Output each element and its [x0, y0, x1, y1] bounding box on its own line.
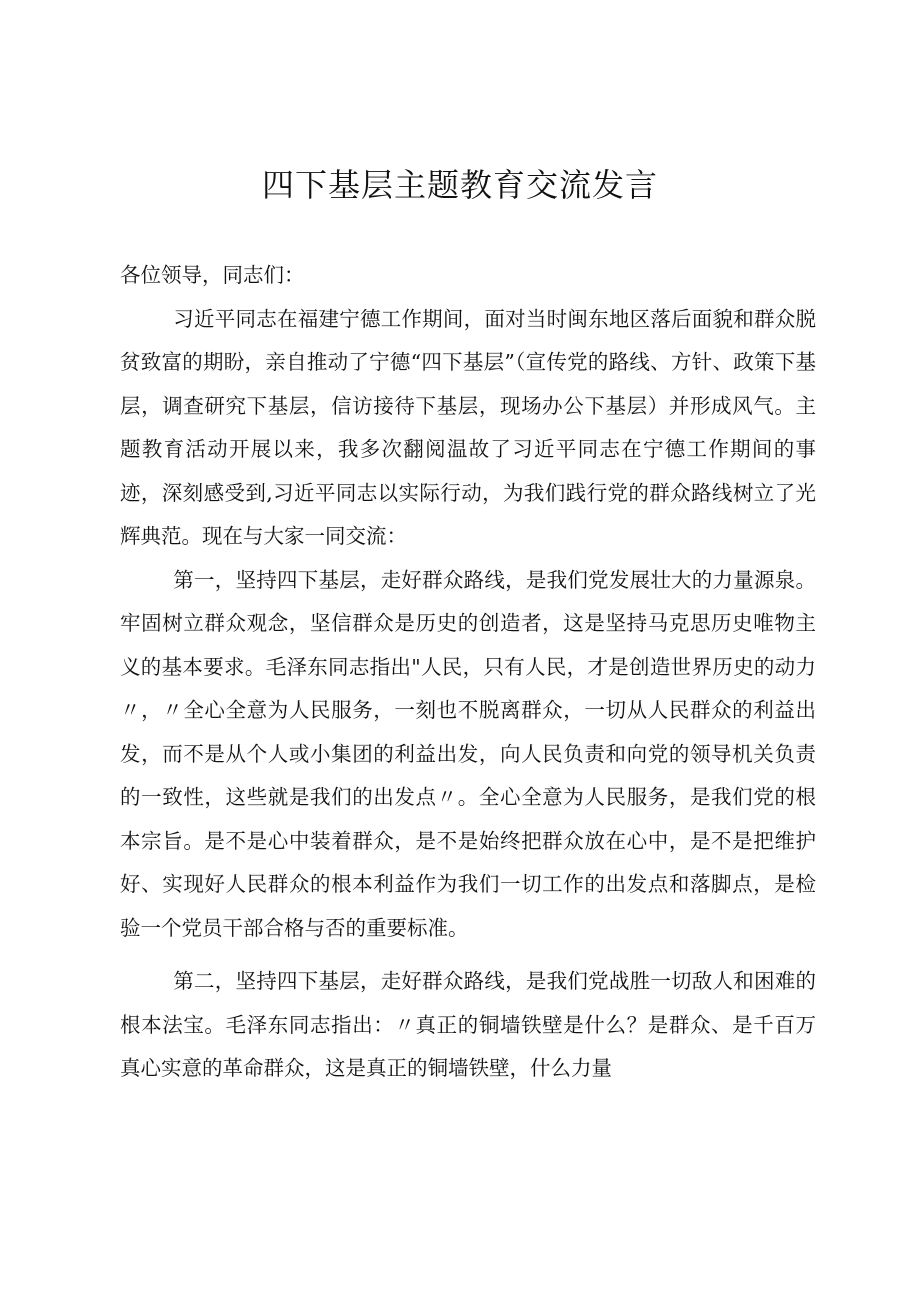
salutation: 各位领导，同志们：: [120, 263, 305, 287]
paragraph-first-point: 第一，坚持四下基层，走好群众路线，是我们党发展壮大的力量源泉。牢固树立群众观念，坚信群众是历史的创造者，这是坚持马克思历史唯物主义的基本要求。毛泽东同志指出"人民，只有人民，才是创造世界历史的动力〃，〃全心全意为人民服务，一刻也不脱离群众，一切从人民群众的利益出发，而不是从个人或小集团的利益出发，向人民负责和向党的领导机关负责的一致性，这些就是我们的出发点〃。全心全意为人民服务，是我们党的根本宗旨。是不是心中装着群众，是不是始终把群众放在心中，是不是把维护好、实现好人民群众的根本利益作为我们一切工作的出发点和落脚点，是检验一个党员干部合格与否的重要标准。: [120, 567, 816, 940]
paragraph-intro: 习近平同志在福建宁德工作期间，面对当时闽东地区落后面貌和群众脱贫致富的期盼，亲自推动了宁德“四下基层”（宣传党的路线、方针、政策下基层，调查研究下基层，信访接待下基层，现场办公下基层）并形成风气。主题教育活动开展以来，我多次翻阅温故了习近平同志在宁德工作期间的事迹，深刻感受到,习近平同志以实际行动，为我们践行党的群众路线树立了光辉典范。现在与大家一同交流：: [120, 306, 816, 548]
document-title: 四下基层主题教育交流发言: [261, 166, 658, 204]
paragraph-second-point: 第二，坚持四下基层，走好群众路线，是我们党战胜一切敌人和困难的根本法宝。毛泽东同志指出：〃真正的铜墙铁壁是什么？是群众、是千百万真心实意的革命群众，这是真正的铜墙铁壁，什么力量: [120, 969, 816, 1080]
document-body: [120, 254, 816, 1091]
